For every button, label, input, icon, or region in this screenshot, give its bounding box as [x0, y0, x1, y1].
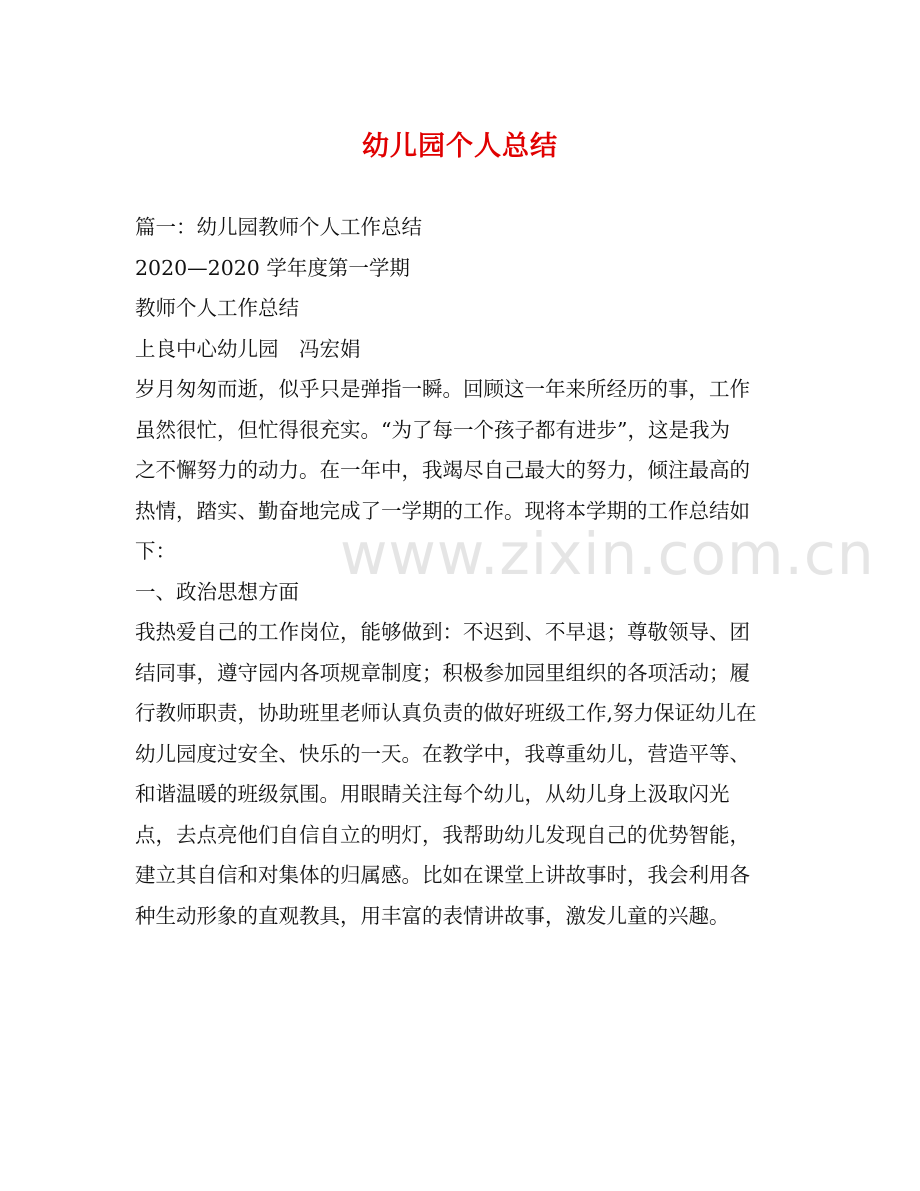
chapter-heading: 篇一：幼儿园教师个人工作总结 — [135, 215, 422, 239]
paragraph-line: 点，去点亮他们自信自立的明灯，我帮助幼儿发现自己的优势智能， — [135, 822, 750, 847]
section-heading: 一、政治思想方面 — [135, 579, 299, 604]
paragraph-line: 幼儿园度过安全、快乐的一天。在教学中，我尊重幼儿，营造平等、 — [135, 741, 750, 766]
paragraph-line: 热情，踏实、勤奋地完成了一学期的工作。现将本学期的工作总结如 — [135, 498, 750, 523]
paragraph-line: 结同事，遵守园内各项规章制度；积极参加园里组织的各项活动；履 — [135, 660, 750, 685]
author-line: 上良中心幼儿园 冯宏娟 — [135, 336, 361, 361]
paragraph-line: 下： — [135, 539, 176, 563]
paragraph-line: 建立其自信和对集体的归属感。比如在课堂上讲故事时，我会利用各 — [135, 863, 750, 887]
paragraph-line: 我热爱自己的工作岗位，能够做到：不迟到、不早退；尊敬领导、团 — [135, 620, 750, 644]
summary-subtitle: 教师个人工作总结 — [135, 296, 299, 320]
watermark: www.zixin.com.cn — [340, 520, 875, 588]
paragraph-line: 之不懈努力的动力。在一年中，我竭尽自己最大的努力，倾注最高的 — [135, 458, 750, 482]
academic-term: 2020—2020 学年度第一学期 — [135, 255, 410, 280]
paragraph-line: 岁月匆匆而逝，似乎只是弹指一瞬。回顾这一年来所经历的事，工作 — [135, 377, 750, 401]
paragraph-political — [135, 612, 775, 936]
paragraph-line: 种生动形象的直观教具，用丰富的表情讲故事，激发儿童的兴趣。 — [135, 903, 730, 928]
document-title: 幼儿园个人总结 — [362, 131, 558, 162]
paragraph-line: 虽然很忙，但忙得很充实。“为了每一个孩子都有进步”，这是我为 — [135, 417, 730, 442]
paragraph-line: 和谐温暖的班级氛围。用眼睛关注每个幼儿，从幼儿身上汲取闪光 — [135, 782, 730, 806]
paragraph-line: 行教师职责，协助班里老师认真负责的做好班级工作,努力保证幼儿在 — [135, 701, 757, 725]
